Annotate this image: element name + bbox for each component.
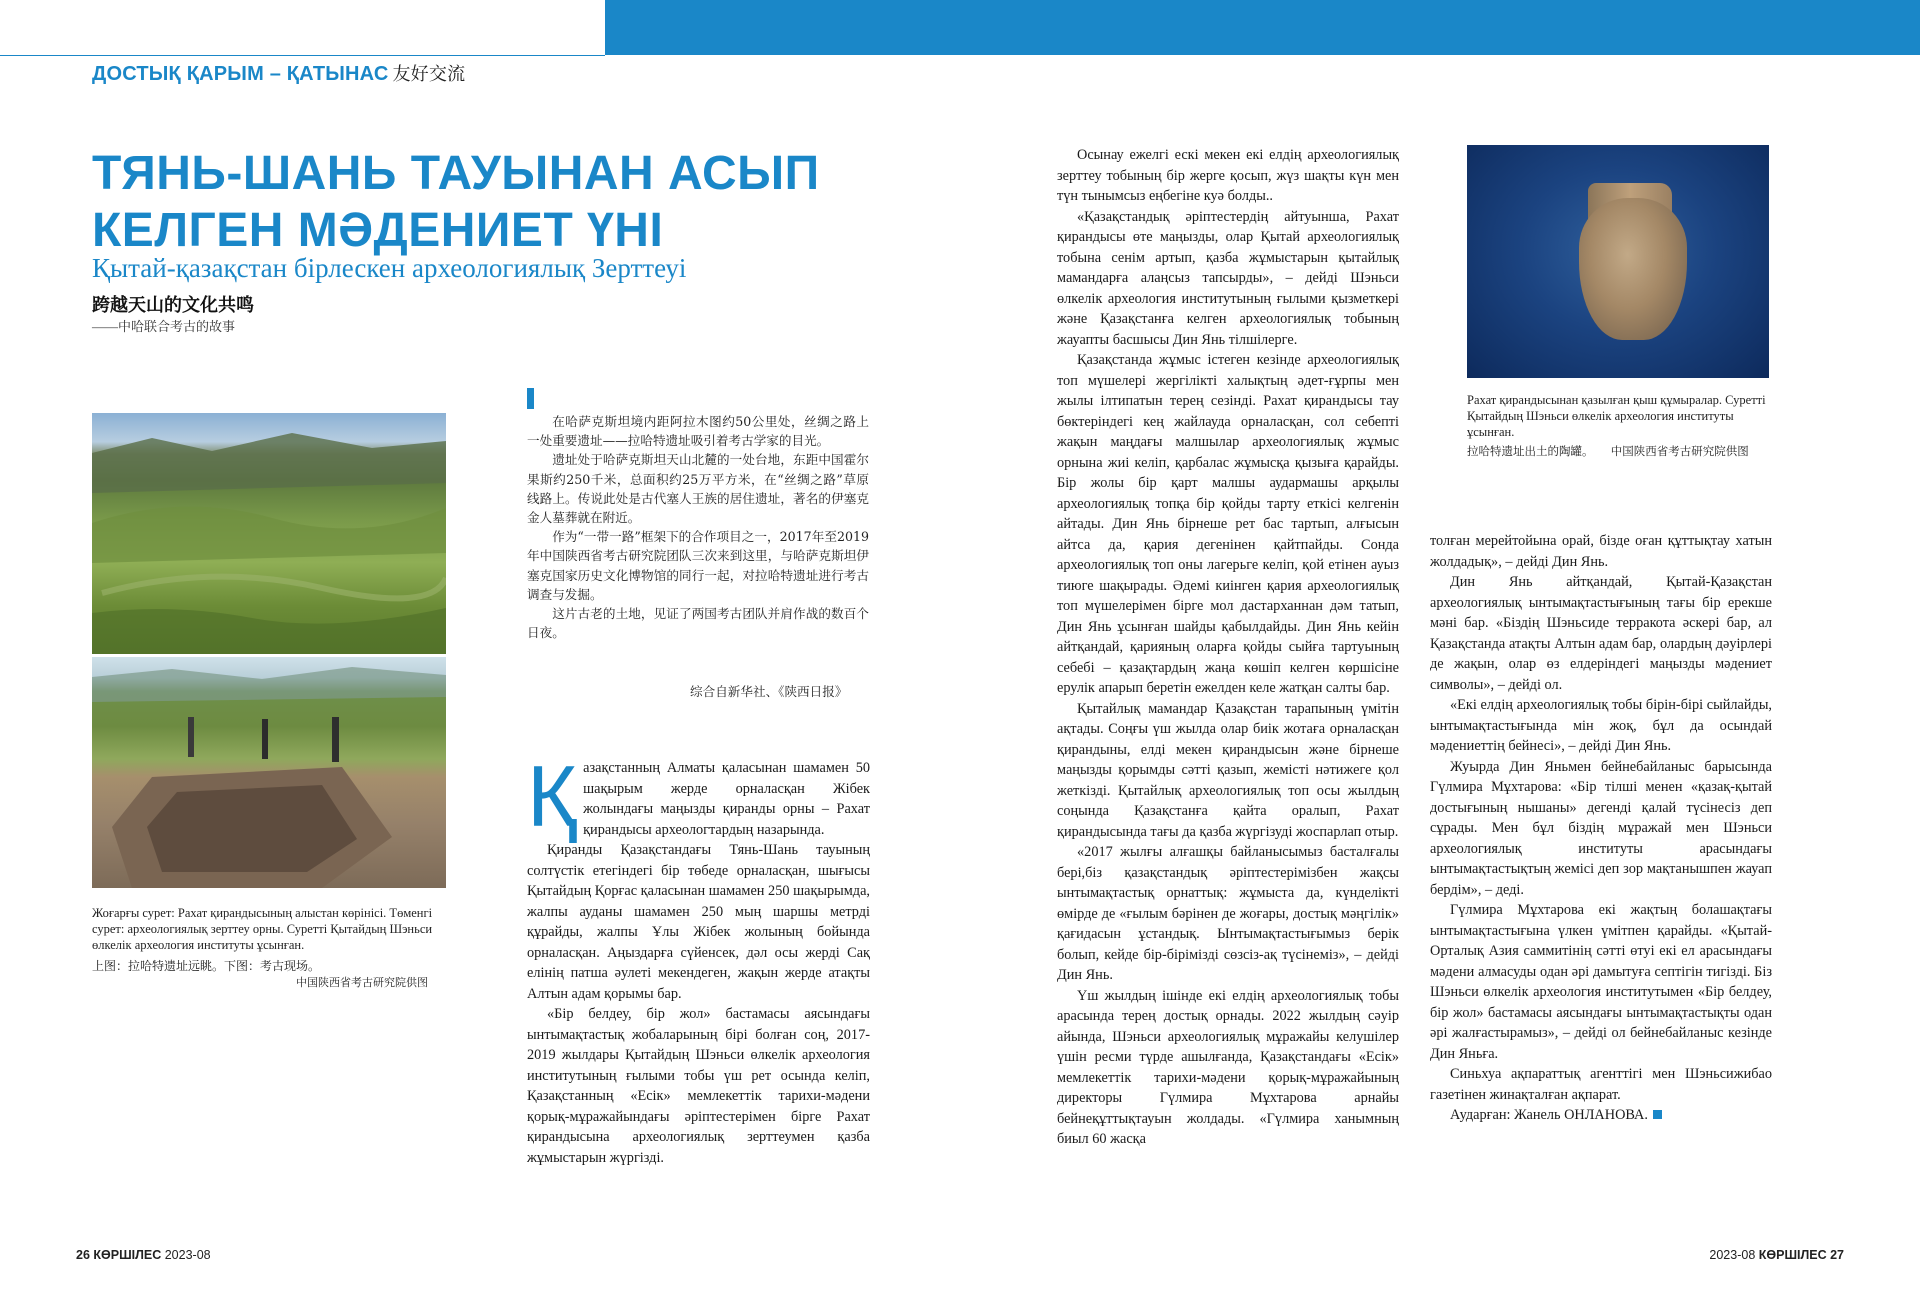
cn-intro-marker [527, 388, 534, 409]
header-blue-bar [605, 0, 1920, 55]
translator-text: Аударған: Жанель ОНЛАНОВА. [1450, 1107, 1648, 1123]
body-column-3 [1430, 531, 1772, 1126]
cn-intro-paragraph: 遗址处于哈萨克斯坦天山北麓的一处台地，东距中国霍尔果斯约250千米，总面积约25万平方米，在“丝绸之路”草原线路上。传说此处是古代塞人王族的居住遗址，著名的伊塞克金人墓葬就在附近。 [527, 452, 869, 526]
issue-left: 2023-08 [164, 1248, 211, 1262]
magazine-name-right: КӨРШІЛЕС [1758, 1248, 1827, 1262]
translator-line [1430, 1105, 1772, 1126]
excavation-illustration [92, 657, 446, 888]
body-paragraph: Дин Янь айтқандай, Қытай-Қазақстан археологиялық ынтымақтастығының тағы бір ерекше мәні бар. «Біздің Шэньсиде терракота әскері бар, ал Қазақстанда атақты Алтын адам бар, олардың дәуірлері де жақын, олар өз елдеріндегі маңызды мәдениет символы», – дейді ол. [1430, 574, 1772, 693]
lead-text: азақстанның Алматы қаласынан шамамен 50 шақырым жерде орналасқан Жібек жолындағы маңызды қиранды орны – Рахат қирандысы археологтардың назарында. [583, 760, 870, 838]
body-column-2 [1057, 145, 1399, 1150]
landscape-illustration [92, 413, 446, 654]
body-paragraph: Жуырда Дин Яньмен бейнебайланыс барысында Гүлмира Мұхтарова: «Бір тілші менен «қазақ-қытай достығының нышаны» дегенді қалай түсінесіз деп сұрады. Мен бұл біздің мұражай мен Шэньси археологиялық институты арасындағы ынтымақтастықтың жемісі деп зор мақтанышпен жауап бердім», – деді. [1430, 758, 1772, 898]
lead-paragraph [527, 749, 870, 845]
section-label-kz: ДОСТЫҚ ҚАРЫМ – ҚАТЫНАС [92, 63, 389, 85]
section-label [92, 60, 465, 86]
article-subtitle-cn: ——中哈联合考古的故事 [92, 319, 236, 334]
body-paragraph: Үш жылдың ішінде екі елдің археологиялық тобы арасында терең достық орнады. 2022 жылдың сәуір айында, Шэньси археологиялық мұражайы келушілер үшін ресми түрде ашылғанда, Қазақстандағы «Есік» мемлекеттік тарихи-мәдени қорық-мұражайының директоры Гүлмира Мұхтарова арнайы бейнеқұттықтауын жолдады. «Гүлмира ханымның биыл 60 жасқа [1057, 987, 1399, 1147]
photo-caption-kz: Жоғарғы сурет: Рахат қирандысының алыстан көрінісі. Төменгі сурет: археологиялық зерттеу орны. Суретті Қытайдың Шэньси өлкелік археология институты ұсынған. [92, 906, 433, 952]
pottery-caption-cn: 拉哈特遗址出土的陶罐。 中国陕西省考古研究院供图 [1467, 444, 1749, 458]
page-number-right: 27 [1830, 1248, 1844, 1262]
body-paragraph: Қытайлық мамандар Қазақстан тарапының үмітін ақтады. Соңғы үш жылда олар биік жотаға орналасқан қирандыны, елді мекен қирандысын және бірнеше маңызды қорымды сәтті қазып, жемісті нәтижеге қол жеткізді. Қытайлық археологиялық топ осы жылдың соңында Қазақстанға қайта оралып, Рахат қирандысында тағы да қазба жүргізуді жоспарлап отыр. [1057, 700, 1399, 840]
photo-credit-cn: 中国陕西省考古研究院供图 [296, 976, 428, 989]
issue-right: 2023-08 [1709, 1248, 1756, 1262]
body-column-1 [527, 749, 870, 1168]
body-paragraph: толған мерейтойына орай, бізде оған құттықтау хатын жолдадық», – дейді Дин Янь. [1430, 533, 1772, 570]
body-paragraph: «Бір белдеу, бір жол» бастамасы аясындағы ынтымақтастық жобаларының бірі болған соң, 2017-2019 жылдары Қытайдың Шэньси өлкелік археология институтының ғылыми тобы үш рет осында келіп, Қазақстанның «Есік» мемлекеттік тарихи-мәдени қорық-мұражайындағы әріптестерімен бірге Рахат қирандысына археологиялық зерттеумен қазба жұмыстарын жүргізді. [527, 1006, 870, 1166]
section-label-cn: 友好交流 [392, 64, 466, 84]
excavation-photo [92, 657, 446, 888]
end-mark [1653, 1110, 1662, 1119]
header-rule [0, 55, 605, 56]
cn-source: 综合自新华社、《陕西日报》 [690, 684, 848, 699]
magazine-name-left: КӨРШІЛЕС [93, 1248, 162, 1262]
photo-caption-cn: 上图：拉哈特遗址远眺。下图：考古现场。 [92, 959, 321, 973]
body-paragraph: Гүлмира Мұхтарова екі жақтың болашақтағы ынтымақтастығына үлкен үмітпен қарайды. «Қытай-Орталық Азия саммитінің сәтті өтуі екі ел арасындағы мәдени алмасуды одан әрі дамытуға септігін тигізді. Біз Шэньси өлкелік археология институтымен «Бір белдеу, бір жол» бастамасы аясындағы ынтымақтастықты одан әрі жалғастырамыз», – дейді ол бейнебайланыс кезінде Дин Яньға. [1430, 902, 1772, 1062]
article-title-cn: 跨越天山的文化共鸣 [92, 295, 254, 316]
article-title: ТЯНЬ-ШАНЬ ТАУЫНАН АСЫП КЕЛГЕН МӘДЕНИЕТ ҮНІ [92, 147, 820, 257]
page-number-left: 26 [76, 1248, 90, 1262]
cn-intro [527, 412, 869, 642]
drop-cap: Қ [527, 749, 578, 845]
footer-left [76, 1248, 211, 1262]
body-paragraph: «Қазақстандық әріптестердің айтуынша, Рахат қирандысы өте маңызды, олар Қытай археологиялық тобына сенім артып, қазба жұмыстарын қытайлық мамандарға алаңсыз тапсырды», – дейді Шэньси өлкелік археология институтының ғылыми қызметкері және Қазақстанға келген археологиялық тобының жауапты басшысы Дин Янь тілшілерге. [1057, 208, 1399, 348]
cn-intro-paragraph: 作为“一带一路”框架下的合作项目之一，2017年至2019年中国陕西省考古研究院团队三次来到这里，与哈萨克斯坦伊塞克国家历史文化博物馆的同行一起，对拉哈特遗址进行考古调查与发掘。 [527, 529, 869, 602]
pottery-caption-kz: Рахат қирандысынан қазылған қыш құмыралар. Суретті Қытайдың Шэньси өлкелік археология институты ұсынған. [1467, 393, 1766, 439]
article-subtitle: Қытай-қазақстан бірлескен археологиялық Зерттеуі [92, 253, 687, 283]
body-paragraph: Синьхуа ақпараттық агенттігі мен Шэньсижибао газетінен жинақталған ақпарат. [1430, 1066, 1772, 1103]
body-paragraph: «2017 жылғы алғашқы байланысымыз басталғалы бері,біз қазақстандық әріптестерімізбен жақсы ынтымақтастық орнаттық: жұмыста да, күнделікті өмірде де «ғылым бәрінен де жоғары, достық мәңгілік» қағидасын ұстандық. Ынтымақтастығымыз берік болып, кейде бір-бірімізді сөзсіз-ақ түсінеміз», – дейді Дин Янь. [1057, 844, 1399, 983]
landscape-photo [92, 413, 446, 654]
body-paragraph: Осынау ежелгі ескі мекен екі елдің археологиялық зерттеу тобының бір жерге қосып, жүз шақты күн мен түн тынымсыз еңбегіне куә болды.. [1057, 147, 1399, 204]
footer-right [1709, 1248, 1844, 1262]
body-paragraph: Қазақстанда жұмыс істеген кезінде археологиялық топ мүшелері жергілікті халықтың әдет-ғұрпы мен жылы ілтипатын терең сезінді. Рахат қирандысы тау бөктеріндегі кең жайлауда орналасқан, сол себепті жақын маңдағы малшылар археологиялық жұмыс орнына жиі келіп, қарбалас жұмысқа қызыға қарайды. Бір жолы бір қарт малшы аудармашы арқылы археологиялық топқа бір қойды тарту еткісі келгенін айтады. Дин Янь бірнеше рет бас тартып, алғысын айтса да, қария дегенінен қайтпайды. Сонда археологиялық топ оны лагерьге келіп, қой етінен ауыз тиюге шақырады. Әдемі киінген қария археологиялық топ мүшелерімен бірге мол дастарханнан дәм татып, Дин Янь ұсынған шайды қабылдайды. Дин Янь кейін айтқандай, қарияның оларға қойды сыйға тартуының себебі – қазақтардың жаңа көшіп келген көршісіне ерулік апарып беретін ежелден келе жатқан салты бар. [1057, 352, 1399, 696]
cn-intro-paragraph: 这片古老的土地，见证了两国考古团队并肩作战的数百个日夜。 [527, 606, 869, 641]
pot-body [1579, 198, 1687, 340]
body-paragraph: «Екі елдің археологиялық тобы бірін-бірі сыйлайды, ынтымақтастығында мін жоқ, бұл да осындай мәдениеттің бейнесі», – дейді Дин Янь. [1430, 697, 1772, 754]
cn-intro-paragraph: 在哈萨克斯坦境内距阿拉木图约50公里处，丝绸之路上一处重要遗址——拉哈特遗址吸引着考古学家的目光。 [527, 414, 869, 449]
body-paragraph: Қиранды Қазақстандағы Тянь-Шань тауының солтүстік етегіндегі бір төбеде орналасқан, шығысы Қытайдың Қорғас қаласынан шамамен 250 шақырымда, жалпы ауданы шамамен 250 мың шаршы метрді құрайды, жалпы Ұлы Жібек жолының бойында орналасқан. Аңыздарға сүйенсек, дәл осы жерді Сақ елінің патша әулеті мекендеген, жақын жерде атақты Алтын адам қорымы бар. [527, 842, 870, 1002]
